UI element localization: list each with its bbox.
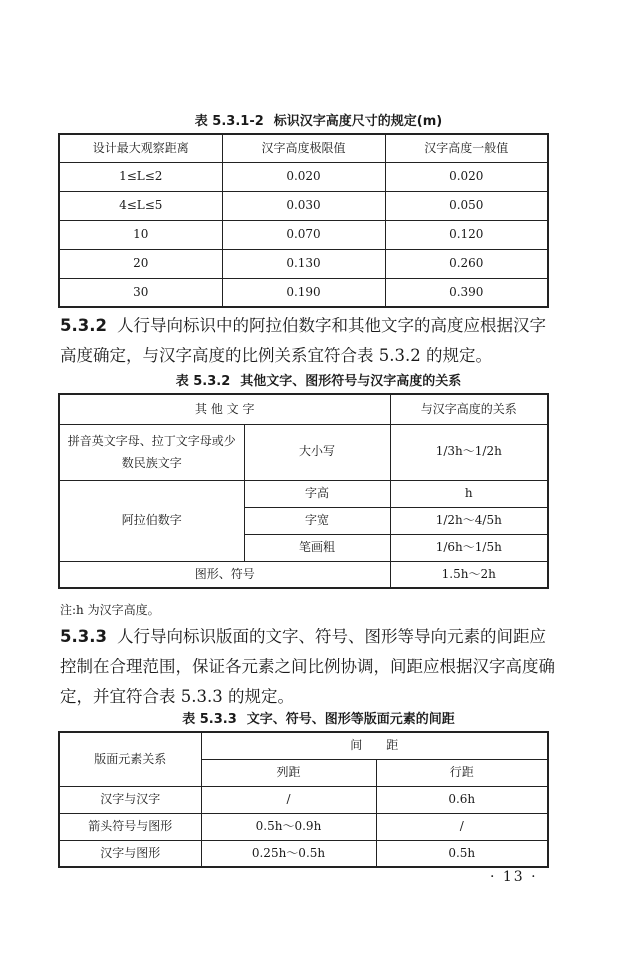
table-cell: 字高 bbox=[244, 480, 390, 507]
table-cell: 1/3h～1/2h bbox=[390, 424, 548, 480]
table-cell: 1/6h～1/5h bbox=[390, 534, 548, 561]
table3-header-cell: 列距 bbox=[201, 759, 376, 786]
table-row bbox=[59, 480, 548, 507]
table-cell: 箭头符号与图形 bbox=[59, 813, 201, 840]
table3 bbox=[58, 731, 549, 868]
table2-caption bbox=[0, 370, 637, 389]
page-number: · 13 · bbox=[490, 869, 538, 885]
table1-header-cell: 设计最大观察距离 bbox=[59, 134, 222, 162]
table3-title: 文字、符号、图形等版面元素的间距 bbox=[246, 712, 455, 727]
table-cell: 0.070 bbox=[222, 220, 385, 249]
table-row bbox=[59, 813, 548, 840]
table-cell: 0.25h～0.5h bbox=[201, 840, 376, 867]
section-number: 5.3.3 bbox=[60, 627, 107, 646]
table-row bbox=[59, 162, 548, 191]
table-row bbox=[59, 278, 548, 307]
table-row bbox=[59, 424, 548, 480]
table-cell: / bbox=[376, 813, 548, 840]
table1-caption bbox=[0, 110, 637, 129]
table-cell: 30 bbox=[59, 278, 222, 307]
table1-header-cell: 汉字高度极限值 bbox=[222, 134, 385, 162]
paragraph-5-3-2 bbox=[60, 311, 560, 371]
table-row bbox=[59, 191, 548, 220]
table1 bbox=[58, 133, 549, 308]
table-cell: 0.030 bbox=[222, 191, 385, 220]
table1-header-row bbox=[59, 134, 548, 162]
table-cell: 字宽 bbox=[244, 507, 390, 534]
table-cell: 0.020 bbox=[385, 162, 548, 191]
table-cell: 0.6h bbox=[376, 786, 548, 813]
table2 bbox=[58, 393, 549, 589]
table-cell: 0.020 bbox=[222, 162, 385, 191]
table-cell: 0.120 bbox=[385, 220, 548, 249]
table-cell: 0.130 bbox=[222, 249, 385, 278]
table-cell: 汉字与图形 bbox=[59, 840, 201, 867]
table-cell: 汉字与汉字 bbox=[59, 786, 201, 813]
table2-header-row bbox=[59, 394, 548, 424]
table-cell: 0.190 bbox=[222, 278, 385, 307]
section-number: 5.3.2 bbox=[60, 316, 107, 335]
table-row bbox=[59, 561, 548, 588]
table-cell: 0.5h～0.9h bbox=[201, 813, 376, 840]
table3-header-cell: 版面元素关系 bbox=[59, 732, 201, 786]
table-cell: 0.5h bbox=[376, 840, 548, 867]
table1-number: 表 5.3.1-2 bbox=[194, 114, 264, 129]
table3-caption bbox=[0, 708, 637, 727]
table-row bbox=[59, 220, 548, 249]
table3-header-row bbox=[59, 732, 548, 759]
table-cell: 笔画粗 bbox=[244, 534, 390, 561]
table-cell: 0.050 bbox=[385, 191, 548, 220]
table3-header-cell: 行距 bbox=[376, 759, 548, 786]
table-cell: 20 bbox=[59, 249, 222, 278]
table-cell: 4≤L≤5 bbox=[59, 191, 222, 220]
table-row bbox=[59, 840, 548, 867]
table1-header-cell: 汉字高度一般值 bbox=[385, 134, 548, 162]
table2-header-cell: 其 他 文 字 bbox=[59, 394, 390, 424]
table-cell: 0.260 bbox=[385, 249, 548, 278]
table-cell: 1/2h～4/5h bbox=[390, 507, 548, 534]
table-cell: 0.390 bbox=[385, 278, 548, 307]
paragraph-5-3-3 bbox=[60, 622, 560, 712]
table-cell: / bbox=[201, 786, 376, 813]
table-row bbox=[59, 786, 548, 813]
table-cell: 阿拉伯数字 bbox=[59, 480, 244, 561]
table2-header-cell: 与汉字高度的关系 bbox=[390, 394, 548, 424]
table2-note: 注:h 为汉字高度。 bbox=[60, 603, 160, 617]
table-cell: h bbox=[390, 480, 548, 507]
table1-title: 标识汉字高度尺寸的规定(m) bbox=[273, 114, 443, 129]
table-cell: 图形、符号 bbox=[59, 561, 390, 588]
table2-number: 表 5.3.2 bbox=[175, 374, 231, 389]
table-cell: 拼音英文字母、拉丁文字母或少数民族文字 bbox=[59, 424, 244, 480]
table3-header-cell: 间 距 bbox=[201, 732, 548, 759]
table-cell: 10 bbox=[59, 220, 222, 249]
table-cell: 1.5h～2h bbox=[390, 561, 548, 588]
table3-number: 表 5.3.3 bbox=[182, 712, 237, 727]
table-cell: 1≤L≤2 bbox=[59, 162, 222, 191]
paragraph-text: 人行导向标识版面的文字、符号、图形等导向元素的间距应控制在合理范围，保证各元素之间比例协调，间距应根据汉字高度确定，并宜符合表 5.3.3 的规定。 bbox=[60, 627, 555, 706]
table-row bbox=[59, 249, 548, 278]
paragraph-text: 人行导向标识中的阿拉伯数字和其他文字的高度应根据汉字高度确定，与汉字高度的比例关系宜符合表 5.3.2 的规定。 bbox=[60, 316, 546, 365]
table-cell: 大小写 bbox=[244, 424, 390, 480]
table2-title: 其他文字、图形符号与汉字高度的关系 bbox=[240, 374, 462, 389]
